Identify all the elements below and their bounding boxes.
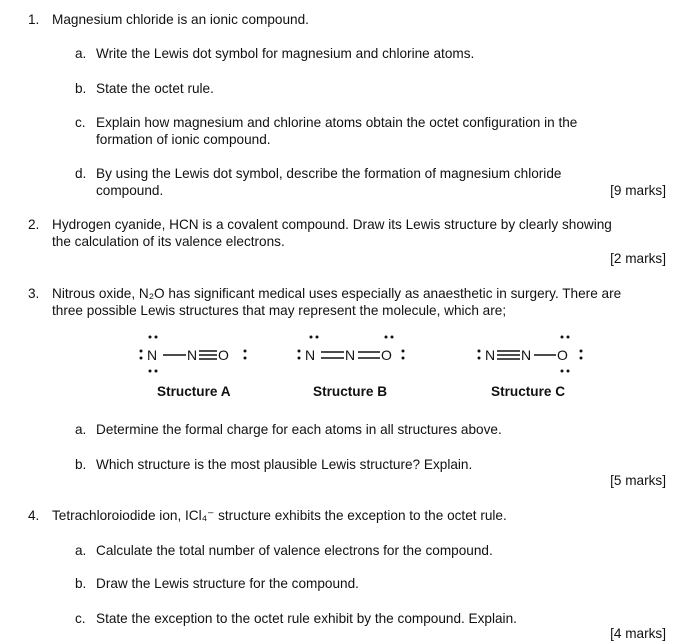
- q1-b-label: b.: [75, 81, 87, 96]
- lewis-structures-diagram: [0, 330, 696, 378]
- q4-b-label: b.: [75, 576, 87, 591]
- q2-marks: [2 marks]: [610, 251, 666, 266]
- q4-b-text: Draw the Lewis structure for the compound.: [96, 576, 359, 591]
- q1-d-line2: compound.: [96, 183, 164, 198]
- q4-c-label: c.: [75, 611, 86, 626]
- q4-marks: [4 marks]: [610, 626, 666, 641]
- structure-c-atom-2: N: [521, 347, 532, 363]
- q4-c-text: State the exception to the octet rule exhibit by the compound. Explain.: [96, 611, 517, 626]
- q3-b-text: Which structure is the most plausible Lewis structure? Explain.: [96, 457, 473, 472]
- structure-a-atom-3: O: [218, 347, 229, 363]
- q2-line1: Hydrogen cyanide, HCN is a covalent compound. Draw its Lewis structure by clearly showing: [52, 217, 612, 232]
- q1-d-label: d.: [75, 166, 87, 181]
- q4-text: Tetrachloroiodide ion, ICl₄⁻ structure exhibits the exception to the octet rule.: [52, 508, 507, 523]
- q1-marks: [9 marks]: [610, 183, 666, 198]
- q3-marks: [5 marks]: [610, 473, 666, 488]
- q1-number: 1.: [28, 12, 40, 27]
- q1-c-label: c.: [75, 115, 86, 130]
- q3-a-text: Determine the formal charge for each atoms in all structures above.: [96, 422, 502, 437]
- structure-a-diagram: [140, 336, 247, 373]
- q2-line2: the calculation of its valence electrons.: [52, 234, 285, 249]
- structure-a-label: Structure A: [157, 384, 231, 399]
- structure-a-atom-1: N: [147, 347, 158, 363]
- q4-number: 4.: [28, 508, 40, 523]
- q3-a-label: a.: [75, 422, 87, 437]
- structure-b-atom-2: N: [345, 347, 356, 363]
- structure-b-atom-3: O: [381, 347, 392, 363]
- q4-a-label: a.: [75, 543, 87, 558]
- q3-line2: three possible Lewis structures that may represent the molecule, which are;: [52, 303, 507, 318]
- structure-b-atom-1: N: [305, 347, 316, 363]
- q1-b-text: State the octet rule.: [96, 81, 214, 96]
- q3-number: 3.: [28, 286, 40, 301]
- q3-line1: Nitrous oxide, N₂O has significant medical uses especially as anaesthetic in surgery. There are: [52, 286, 622, 301]
- structure-b-label: Structure B: [313, 384, 388, 399]
- structure-a-atom-2: N: [187, 347, 198, 363]
- q2-number: 2.: [28, 217, 40, 232]
- structure-c-atom-3: O: [557, 347, 568, 363]
- q1-c-line2: formation of ionic compound.: [96, 132, 271, 147]
- q1-c-line1: Explain how magnesium and chlorine atoms obtain the octet configuration in the: [96, 115, 578, 130]
- q1-a-label: a.: [75, 46, 87, 61]
- structure-c-diagram: [478, 336, 583, 373]
- structure-c-label: Structure C: [491, 384, 566, 399]
- q4-a-text: Calculate the total number of valence electrons for the compound.: [96, 543, 493, 558]
- q1-d-line1: By using the Lewis dot symbol, describe the formation of magnesium chloride: [96, 166, 562, 181]
- q3-b-label: b.: [75, 457, 87, 472]
- q1-text: Magnesium chloride is an ionic compound.: [52, 12, 309, 27]
- structure-b-diagram: [298, 336, 405, 364]
- structure-c-atom-1: N: [485, 347, 496, 363]
- q1-a-text: Write the Lewis dot symbol for magnesium and chlorine atoms.: [96, 46, 475, 61]
